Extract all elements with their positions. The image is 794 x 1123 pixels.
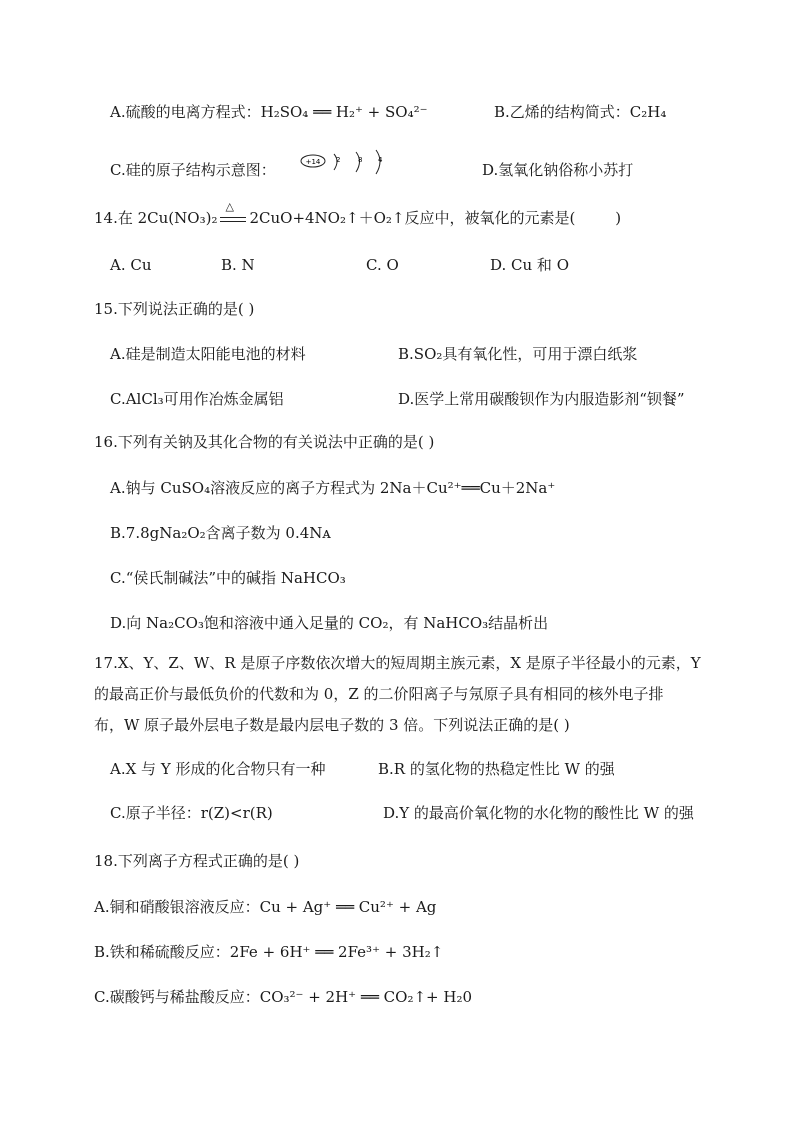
q17-option-b: B.R 的氢化物的热稳定性比 W 的强	[378, 760, 615, 778]
q14-reaction-arrow	[217, 200, 249, 228]
q17-stem-line-2: 的最高正价与最低负价的代数和为 0，Z 的二价阳离子与氖原子具有相同的核外电子排	[94, 685, 664, 703]
q17-stem-line-3: 布，W 原子最外层电子数是最内层电子数的 3 倍。下列说法正确的是( )	[94, 716, 570, 734]
q14-stem-end: )	[615, 209, 622, 227]
q16-option-d: D.向 Na₂CO₃饱和溶液中通入足量的 CO₂，有 NaHCO₃结晶析出	[110, 614, 549, 632]
q13-option-a-text: 硫酸的电离方程式：	[125, 103, 261, 121]
shell-3-count: 4	[378, 156, 383, 164]
q15-option-c: C.AlCl₃可用作冶炼金属铝	[110, 390, 284, 408]
q14-option-b: B. N	[221, 256, 255, 274]
nucleus-charge: +14	[305, 158, 321, 166]
shell-1-count: 2	[336, 156, 341, 164]
q15-option-a: A.硅是制造太阳能电池的材料	[110, 345, 306, 363]
q15-option-d: D.医学上常用碳酸钡作为内服造影剂“钡餐”	[398, 390, 685, 408]
q16-option-c: C.“侯氏制碱法”中的碱指 NaHCO₃	[110, 569, 346, 587]
shell-2-count: 8	[358, 156, 363, 164]
q18-option-a: A.铜和硝酸银溶液反应：Cu + Ag⁺ ══ Cu²⁺ + Ag	[94, 898, 437, 916]
heat-symbol: △	[225, 200, 234, 213]
q17-stem-line-1: 17.X、Y、Z、W、R 是原子序数依次增大的短周期主族元素，X 是原子半径最小的元素，Y	[94, 654, 701, 672]
q13-option-a-formula: H₂SO₄ ══ H₂⁺ + SO₄²⁻	[260, 103, 428, 121]
q13-option-b: B.乙烯的结构简式：C₂H₄	[494, 103, 667, 121]
q18-stem: 18.下列离子方程式正确的是( )	[94, 852, 300, 870]
q14-stem	[94, 200, 622, 228]
q14-stem-mid: 2CuO+4NO₂↑＋O₂↑反应中，被氧化的元素是(	[249, 209, 576, 227]
q16-stem: 16.下列有关钠及其化合物的有关说法中正确的是( )	[94, 433, 435, 451]
q14-stem-start: 14.在 2Cu(NO₃)₂	[94, 209, 218, 227]
q13-option-d: D.氢氧化钠俗称小苏打	[482, 161, 634, 179]
q17-option-d: D.Y 的最高价氧化物的水化物的酸性比 W 的强	[383, 804, 694, 822]
silicon-atom-diagram	[300, 148, 392, 184]
q13-option-a-label: A.	[110, 103, 126, 121]
q14-option-c: C. O	[366, 256, 399, 274]
q16-option-a: A.钠与 CuSO₄溶液反应的离子方程式为 2Na＋Cu²⁺══Cu＋2Na⁺	[110, 479, 556, 497]
q14-option-a: A. Cu	[110, 256, 152, 274]
q15-option-b: B.SO₂具有氧化性，可用于漂白纸浆	[398, 345, 638, 363]
q18-option-c: C.碳酸钙与稀盐酸反应：CO₃²⁻ + 2H⁺ ══ CO₂↑+ H₂0	[94, 988, 473, 1006]
q15-stem: 15.下列说法正确的是( )	[94, 300, 255, 318]
q16-option-b: B.7.8gNa₂O₂含离子数为 0.4Nᴀ	[110, 524, 331, 542]
q17-option-a: A.X 与 Y 形成的化合物只有一种	[110, 760, 326, 778]
q13-option-c: C.硅的原子结构示意图：	[110, 161, 276, 179]
q17-option-c: C.原子半径：r(Z)<r(R)	[110, 804, 273, 822]
q14-option-d: D. Cu 和 O	[490, 256, 569, 274]
q13-option-a	[110, 102, 428, 122]
q18-option-b: B.铁和稀硫酸反应：2Fe + 6H⁺ ══ 2Fe³⁺ + 3H₂↑	[94, 943, 444, 961]
